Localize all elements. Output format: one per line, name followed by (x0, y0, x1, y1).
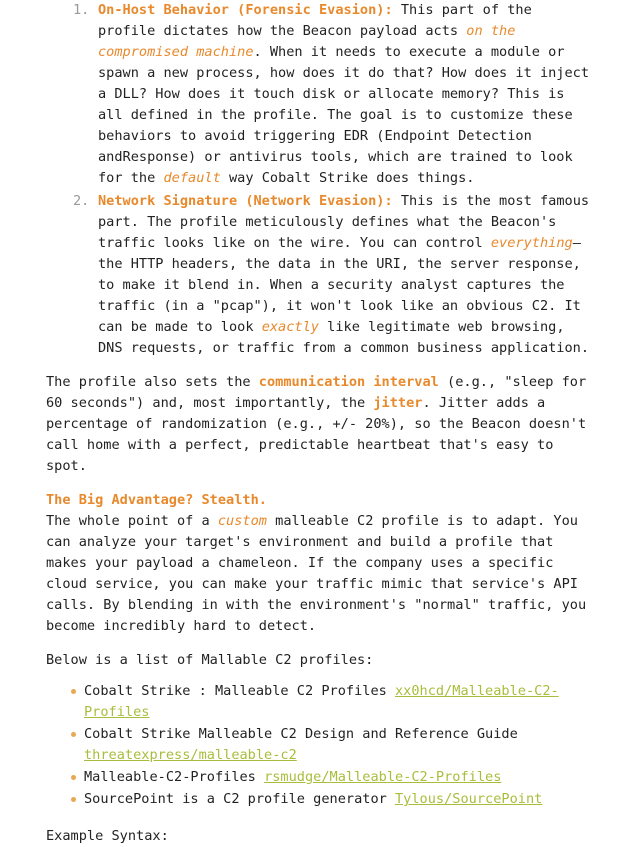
item-title: On-Host Behavior (Forensic Evasion): (98, 2, 393, 18)
list-intro: Below is a list of Mallable C2 profiles: (46, 652, 374, 668)
resource-text: SourcePoint is a C2 profile generator (84, 791, 395, 807)
item-text: This part of the profile dictates how the Beacon payload acts (98, 2, 532, 39)
resource-link[interactable]: threatexpress/malleable-c2 (84, 747, 297, 763)
article-body (46, 0, 596, 847)
paragraph-text: The whole point of a (46, 513, 218, 529)
list-number: 1. (73, 2, 90, 18)
resource-item (46, 767, 596, 788)
resource-link[interactable]: rsmudge/Malleable-C2-Profiles (264, 769, 502, 785)
bullet-icon (71, 797, 76, 802)
resource-link[interactable]: xx0hcd/Malleable-C2-Profiles (84, 683, 559, 720)
item-title: Network Signature (Network Evasion): (98, 193, 393, 209)
section-heading: The Big Advantage? Stealth. (46, 492, 267, 508)
list-item (46, 0, 596, 189)
paragraph-text: The profile also sets the (46, 374, 259, 390)
item-emphasis: default (163, 170, 221, 186)
numbered-list (46, 0, 596, 359)
list-item (46, 191, 596, 359)
resource-list (46, 681, 596, 810)
list-number: 2. (73, 193, 90, 209)
paragraph-stealth (46, 490, 596, 637)
item-text: This is the most famous part. The profile meticulously defines what the Beacon's traffic looks like on the wire. You can control (98, 193, 590, 251)
paragraph-interval (46, 372, 596, 477)
highlight-jitter: jitter (373, 395, 423, 411)
item-text: —the HTTP headers, the data in the URI, the server response, to make it blend in. When a security analyst captures the traffic (in a "pcap"), it won't look like an obvious C2. It can be made to look (98, 235, 581, 335)
paragraph-text: malleable C2 profile is to adapt. You can analyze your target's environment and build a profile that makes your payload a chameleon. If the company uses a specific cloud service, you can make your traffic mimic that service's API calls. By blending in with the environment's "normal" traffic, you become incredibly hard to detect. (46, 513, 587, 634)
example-syntax-label: Example Syntax: (46, 828, 169, 844)
bullet-icon (71, 775, 76, 780)
highlight-communication-interval: communication interval (258, 374, 439, 390)
resource-item (46, 789, 596, 810)
item-emphasis: everything (490, 235, 573, 251)
bullet-icon (71, 732, 76, 737)
item-text: like legitimate web browsing, DNS requests, or traffic from a common business application. (98, 319, 590, 356)
resource-text: Cobalt Strike Malleable C2 Design and Reference Guide (84, 726, 518, 742)
resource-text: Malleable-C2-Profiles (84, 769, 265, 785)
item-text: way Cobalt Strike does things. (220, 170, 475, 186)
bullet-icon (71, 689, 76, 694)
resource-item (46, 724, 596, 766)
paragraph-emphasis: custom (217, 513, 267, 529)
item-emphasis: on the compromised machine (98, 23, 516, 60)
resource-item (46, 681, 596, 723)
paragraph-text: . Jitter adds a percentage of randomization (e.g., +/- 20%), so the Beacon doesn't call home with a perfect, predictable heartbeat that's easy to spot. (46, 395, 587, 474)
resource-link[interactable]: Tylous/SourcePoint (395, 791, 543, 807)
item-emphasis: exactly (261, 319, 319, 335)
paragraph-text: (e.g., "sleep for 60 seconds") and, most importantly, the (46, 374, 587, 411)
item-text: . When it needs to execute a module or spawn a new process, how does it do that? How does it inject a DLL? How does it touch disk or allocate memory? This is all defined in the profile. The goal is to customize these behaviors to avoid triggering EDR (Endpoint Detection andResponse) or antivirus tools, which are trained to look for the (98, 44, 590, 186)
resource-text: Cobalt Strike : Malleable C2 Profiles (84, 683, 395, 699)
